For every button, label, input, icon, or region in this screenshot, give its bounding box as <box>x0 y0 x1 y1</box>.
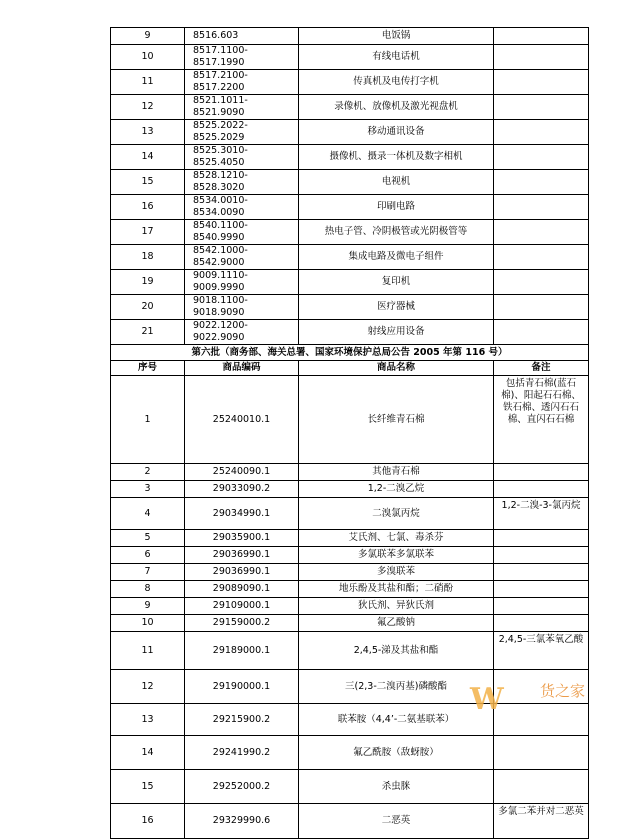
row-number: 18 <box>111 245 185 270</box>
row-name: 复印机 <box>299 270 494 295</box>
table-row <box>111 45 589 70</box>
header-row <box>111 361 589 376</box>
table-row <box>111 598 589 615</box>
row-number: 12 <box>111 95 185 120</box>
row-number: 17 <box>111 220 185 245</box>
table-row <box>111 581 589 598</box>
row-note <box>494 28 589 45</box>
row-number: 1 <box>111 376 185 464</box>
row-name: 杀虫脒 <box>299 770 494 804</box>
row-note <box>494 245 589 270</box>
row-number: 2 <box>111 464 185 481</box>
table-row <box>111 295 589 320</box>
row-number: 9 <box>111 598 185 615</box>
row-code: 8528.1210-8528.3020 <box>185 170 299 195</box>
table-row <box>111 245 589 270</box>
table-row <box>111 564 589 581</box>
row-number: 15 <box>111 170 185 195</box>
row-number: 7 <box>111 564 185 581</box>
row-number: 13 <box>111 120 185 145</box>
table-row <box>111 376 589 464</box>
header-code: 商品编码 <box>185 361 299 376</box>
row-number: 14 <box>111 736 185 770</box>
row-name: 其他青石棉 <box>299 464 494 481</box>
row-code: 29190000.1 <box>185 670 299 704</box>
table-row <box>111 632 589 670</box>
table-row <box>111 145 589 170</box>
table-row <box>111 170 589 195</box>
row-code: 29036990.1 <box>185 547 299 564</box>
row-code: 8517.2100-8517.2200 <box>185 70 299 95</box>
row-code: 8516.603 <box>185 28 299 45</box>
row-note <box>494 581 589 598</box>
row-number: 10 <box>111 45 185 70</box>
row-name: 多氯联苯多氯联苯 <box>299 547 494 564</box>
row-name: 电饭锅 <box>299 28 494 45</box>
row-name: 二溴氯丙烷 <box>299 498 494 530</box>
row-note <box>494 464 589 481</box>
header-no: 序号 <box>111 361 185 376</box>
row-code: 29329990.6 <box>185 804 299 839</box>
row-code: 29252000.2 <box>185 770 299 804</box>
row-number: 3 <box>111 481 185 498</box>
row-number: 9 <box>111 28 185 45</box>
row-code: 29215900.2 <box>185 704 299 736</box>
row-code: 29189000.1 <box>185 632 299 670</box>
row-number: 19 <box>111 270 185 295</box>
row-name: 录像机、放像机及激光视盘机 <box>299 95 494 120</box>
row-code: 29159000.2 <box>185 615 299 632</box>
row-note <box>494 295 589 320</box>
row-note: 2,4,5-三氯苯氧乙酸 <box>494 632 589 670</box>
row-name: 1,2-二溴乙烷 <box>299 481 494 498</box>
table-row <box>111 530 589 547</box>
table-row <box>111 464 589 481</box>
row-code: 29241990.2 <box>185 736 299 770</box>
table-row <box>111 481 589 498</box>
row-number: 14 <box>111 145 185 170</box>
row-number: 6 <box>111 547 185 564</box>
row-code: 8542.1000-8542.9000 <box>185 245 299 270</box>
table-row <box>111 498 589 530</box>
table-row <box>111 547 589 564</box>
row-name: 移动通讯设备 <box>299 120 494 145</box>
header-note: 备注 <box>494 361 589 376</box>
row-note <box>494 320 589 345</box>
batch6-section <box>111 345 589 376</box>
row-name: 集成电路及微电子组件 <box>299 245 494 270</box>
row-name: 氟乙酰胺（敌蚜胺） <box>299 736 494 770</box>
row-name: 2,4,5-涕及其盐和酯 <box>299 632 494 670</box>
table-row <box>111 320 589 345</box>
row-note <box>494 598 589 615</box>
row-note <box>494 220 589 245</box>
row-code: 8517.1100-8517.1990 <box>185 45 299 70</box>
section-title: 第六批（商务部、海关总署、国家环境保护总局公告 2005 年第 116 号） <box>111 345 589 361</box>
row-note: 多氯二苯并对二恶英 <box>494 804 589 839</box>
row-name: 传真机及电传打字机 <box>299 70 494 95</box>
row-note <box>494 481 589 498</box>
table-row <box>111 95 589 120</box>
row-name: 电视机 <box>299 170 494 195</box>
row-number: 10 <box>111 615 185 632</box>
row-note <box>494 120 589 145</box>
row-name: 艾氏剂、七氯、毒杀芬 <box>299 530 494 547</box>
row-code: 8521.1011-8521.9090 <box>185 95 299 120</box>
row-number: 15 <box>111 770 185 804</box>
header-name: 商品名称 <box>299 361 494 376</box>
row-note <box>494 564 589 581</box>
row-code: 9018.1100-9018.9090 <box>185 295 299 320</box>
table-row <box>111 195 589 220</box>
row-code: 29034990.1 <box>185 498 299 530</box>
row-code: 29035900.1 <box>185 530 299 547</box>
row-name: 地乐酚及其盐和酯；二硝酚 <box>299 581 494 598</box>
row-number: 20 <box>111 295 185 320</box>
row-code: 29036990.1 <box>185 564 299 581</box>
table-row <box>111 120 589 145</box>
row-name: 印刷电路 <box>299 195 494 220</box>
row-note: 1,2-二溴-3-氯丙烷 <box>494 498 589 530</box>
row-number: 12 <box>111 670 185 704</box>
batch6-rows <box>111 376 589 839</box>
row-code: 29033090.2 <box>185 481 299 498</box>
row-number: 16 <box>111 804 185 839</box>
row-name: 热电子管、冷阴极管或光阴极管等 <box>299 220 494 245</box>
row-note <box>494 770 589 804</box>
row-note: 包括青石棉(蓝石棉)、阳起石石棉、铁石棉、透闪石石棉、直闪石石棉 <box>494 376 589 464</box>
row-note <box>494 70 589 95</box>
row-note <box>494 195 589 220</box>
row-name: 狄氏剂、异狄氏剂 <box>299 598 494 615</box>
batch5-rows <box>111 28 589 345</box>
row-code: 29109000.1 <box>185 598 299 615</box>
row-name: 联苯胺（4,4’-二氨基联苯） <box>299 704 494 736</box>
table-row <box>111 220 589 245</box>
watermark-name: 货之家 <box>540 682 586 700</box>
row-note <box>494 45 589 70</box>
row-code: 9022.1200-9022.9090 <box>185 320 299 345</box>
row-code: 8525.2022-8525.2029 <box>185 120 299 145</box>
watermark-logo <box>470 676 616 726</box>
table-row <box>111 736 589 770</box>
row-number: 16 <box>111 195 185 220</box>
row-code: 8525.3010-8525.4050 <box>185 145 299 170</box>
table-row <box>111 70 589 95</box>
row-number: 8 <box>111 581 185 598</box>
row-number: 5 <box>111 530 185 547</box>
table-row <box>111 770 589 804</box>
row-code: 9009.1110-9009.9990 <box>185 270 299 295</box>
section-title-row <box>111 345 589 361</box>
row-note <box>494 736 589 770</box>
row-note <box>494 95 589 120</box>
row-code: 8540.1100-8540.9990 <box>185 220 299 245</box>
row-name: 有线电话机 <box>299 45 494 70</box>
row-note <box>494 145 589 170</box>
table-row <box>111 270 589 295</box>
row-note <box>494 530 589 547</box>
row-name: 氟乙酸钠 <box>299 615 494 632</box>
row-name: 医疗器械 <box>299 295 494 320</box>
table-row <box>111 615 589 632</box>
row-number: 11 <box>111 70 185 95</box>
row-number: 21 <box>111 320 185 345</box>
row-name: 射线应用设备 <box>299 320 494 345</box>
row-note <box>494 270 589 295</box>
row-name: 长纤维青石棉 <box>299 376 494 464</box>
row-code: 29089090.1 <box>185 581 299 598</box>
table-row <box>111 804 589 839</box>
row-code: 25240010.1 <box>185 376 299 464</box>
table-row <box>111 28 589 45</box>
watermark-w-icon: W <box>470 682 504 717</box>
row-code: 25240090.1 <box>185 464 299 481</box>
row-note <box>494 547 589 564</box>
row-number: 4 <box>111 498 185 530</box>
row-note <box>494 170 589 195</box>
row-code: 8534.0010-8534.0090 <box>185 195 299 220</box>
row-name: 多溴联苯 <box>299 564 494 581</box>
row-number: 13 <box>111 704 185 736</box>
row-name: 二恶英 <box>299 804 494 839</box>
row-name: 摄像机、摄录一体机及数字相机 <box>299 145 494 170</box>
row-note <box>494 615 589 632</box>
row-number: 11 <box>111 632 185 670</box>
row-name: 三(2,3-二溴丙基)磷酸酯 <box>299 670 494 704</box>
